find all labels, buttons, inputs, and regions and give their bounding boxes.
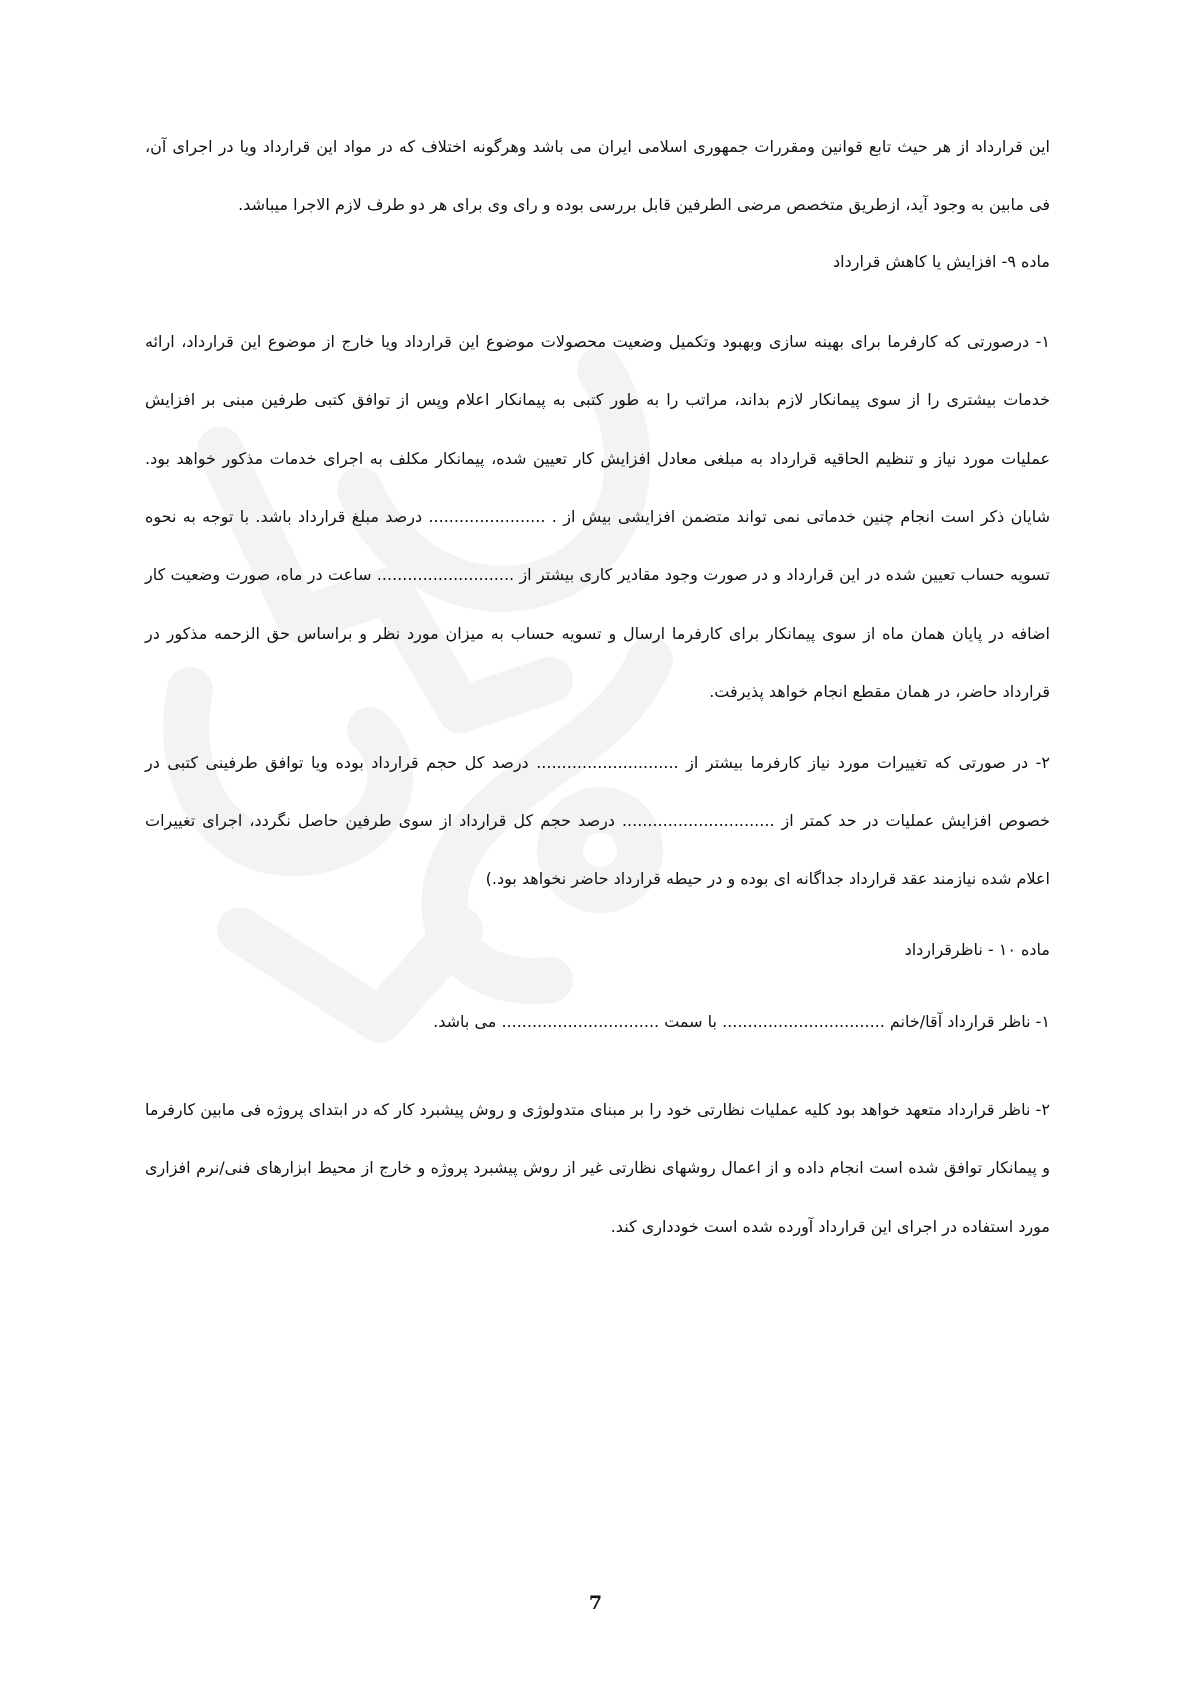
article-10-clause-1: ۱- ناظر قرارداد آقا/خانم ................................ با سمت ............................... می باشد.	[433, 1011, 1050, 1031]
article-9-heading: ماده ۹- افزایش یا کاهش قرارداد	[833, 251, 1050, 271]
article-10-heading: ماده ۱۰ - ناظرقرارداد	[904, 939, 1050, 959]
arbitration-clause-paragraph: این قرارداد از هر حیث تابع قوانین ومقررات جمهوری اسلامی ایران می باشد وهرگونه اختلاف که در مواد این قرارداد ویا در اجرای آن، فی مابین به وجود آید، ازطریق متخصص مرضی الطرفین قابل بررسی بوده و رای وی برای هر دو طرف لازم الاجرا میباشد.	[145, 137, 1050, 215]
article-9-clause-1: ۱- درصورتی که کارفرما برای بهینه سازی وبهبود وتکمیل وضعیت محصولات موضوع این قرارداد ویا خارج از موضوع این قرارداد، ارائه خدمات بیشتری را از سوی پیمانکار لازم بداند، مراتب را به طور کتبی به پیمانکار اعلام وپس از توافق کتبی طرفین مبنی بر افزایش عملیات مورد نیاز و تنظیم الحاقیه قرارداد به مبلغی معادل افزایش کار تعیین شده، پیمانکار مکلف به اجرای خدمات مذکور خواهد بود. شایان ذکر است انجام چنین خدماتی نمی تواند متضمن افزایشی بیش از . ....................... درصد مبلغ قرارداد باشد. با توجه به نحوه تسویه حساب تعیین شده در این قرارداد و در صورت وجود مقادیر کاری بیشتر از ........................... ساعت در ماه، صورت وضعیت کار اضافه در پایان همان ماه از سوی پیمانکار برای کارفرما ارسال و تسویه حساب به میزان مورد نظر و براساس حق الزحمه مذکور در قرارداد حاضر، در همان مقطع انجام خواهد پذیرفت.	[145, 331, 1050, 702]
article-10-clause-2: ۲- ناظر قرارداد متعهد خواهد بود کلیه عملیات نظارتی خود را بر مبنای متدولوژی و روش پیشبرد کار که در ابتدای پروژه فی مابین کارفرما و پیمانکار توافق شده است انجام داده و از اعمال روشهای نظارتی غیر از روش پیشبرد پروژه و خارج از محیط ابزارهای فنی/نرم افزاری مورد استفاده در اجرای این قرارداد آورده شده است خودداری کند.	[145, 1099, 1050, 1236]
article-9-clause-2: ۲- در صورتی که تغییرات مورد نیاز کارفرما بیشتر از ............................ درصد کل حجم قرارداد بوده ویا توافق طرفینی کتبی در خصوص افزایش عملیات در حد کمتر از .............................. درصد حجم کل قرارداد از سوی طرفین حاصل نگردد، اجرای تغییرات اعلام شده نیازمند عقد قرارداد جداگانه ای بوده و در حیطه قرارداد حاضر نخواهد بود.)	[145, 752, 1050, 889]
page-number: 7	[588, 1592, 603, 1614]
document-body	[145, 118, 1050, 1256]
